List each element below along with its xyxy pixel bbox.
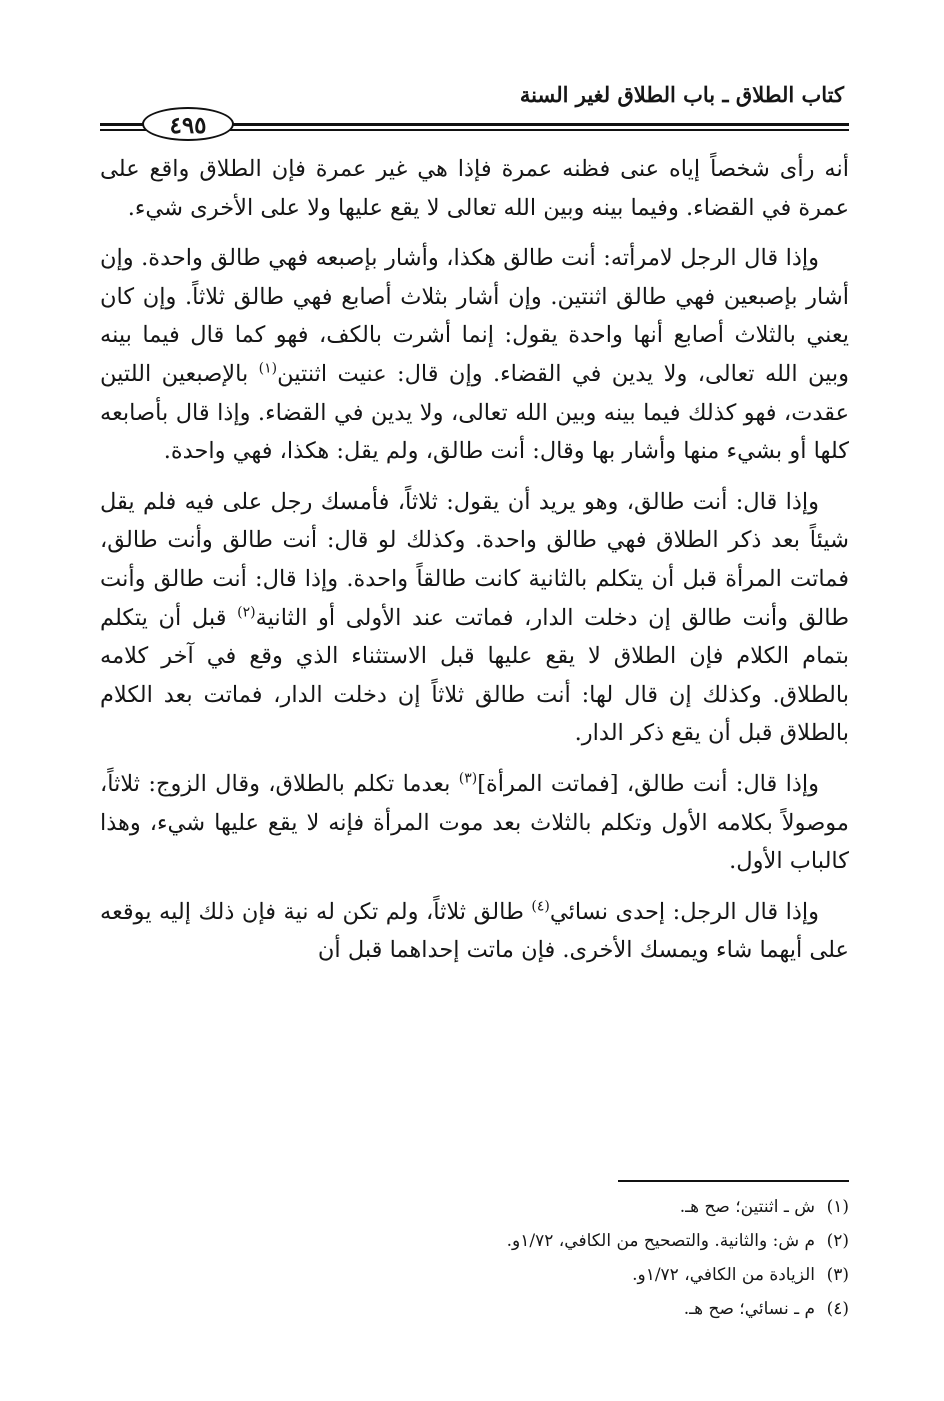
footnote-number: (١) [826,1197,849,1217]
paragraph [100,765,849,881]
text-segment: وإذا قال: أنت طالق، [فماتت المرأة] [477,770,819,797]
footnote [100,1292,849,1326]
text-segment: وإذا قال: أنت طالق، وهو يريد أن يقول: ثلاثاً، فأمسك رجل على فيه فلم يقل شيئاً بعد ذكر الطلاق فهي طالق واحدة. وكذلك لو قال: أنت طالق وأنت طالق، فماتت المرأة قبل أن يتكلم بالثانية كانت طالقاً واحدة. وإذا قال: أنت طالق وأنت طالق وأنت طالق إن دخلت الدار، فماتت عند الأولى أو الثانية [100,488,850,631]
footnote-number: (٢) [826,1231,849,1251]
footnote [100,1190,849,1224]
body-text [100,150,849,982]
paragraph [100,150,849,227]
text-segment: وإذا قال الرجل لامرأته: أنت طالق هكذا، وأشار بإصبعه فهي طالق واحدة. وإن أشار بإصبعين فهي طالق اثنتين. وإن أشار بثلاث أصابع فهي طالق ثلاثاً. وإن كان يعني بالثلاث أصابع أنها واحدة يقول: إنما أشرت بالكف، فهو كما قال فيما بينه وبين الله تعالى، ولا يدين في القضاء. وإن قال: عنيت اثنتين [100,245,850,387]
text-segment: بعدما تكلم بالطلاق، وقال الزوج: ثلاثاً، موصولاً بكلامه الأول وتكلم بالثلاث بعد موت المرأة فإنه لا يقع عليها شيء، وهذا كالباب الأول. [100,770,849,875]
footnote [100,1258,849,1292]
footnote-marker: (٣) [458,770,478,787]
footnote-number: (٣) [826,1265,849,1285]
footnote-text: الزيادة من الكافي، ١/٧٢و. [632,1265,815,1285]
footnote-number: (٤) [826,1299,849,1319]
running-title: كتاب الطلاق ـ باب الطلاق لغير السنة [519,82,844,107]
footnote-marker: (١) [258,360,278,377]
footnote-text: م ش: والثانية. والتصحيح من الكافي، ١/٧٢و. [506,1231,815,1251]
paragraph [100,239,849,471]
footnote-marker: (٤) [531,898,550,915]
footnote-text: م ـ نسائي؛ صح هـ. [683,1299,815,1319]
text-segment: أنه رأى شخصاً إياه عنى فظنه عمرة فإذا هي غير عمرة فإن الطلاق واقع على عمرة في القضاء. وفيما بينه وبين الله تعالى لا يقع عليها ولا على الأخرى شيء. [100,156,849,221]
text-segment: وإذا قال الرجل: إحدى نسائي [549,898,819,925]
page-number: ٤٩٥ [142,107,234,141]
paragraph [100,893,849,970]
footnote-marker: (٢) [237,604,256,621]
text-segment: طالق ثلاثاً، ولم تكن له نية فإن ذلك إليه يوقعه على أيهما شاء ويمسك الأخرى. فإن ماتت إحداهما قبل أن [100,898,849,964]
paragraph [100,483,849,753]
footnote-text: ش ـ اثنتين؛ صح هـ. [679,1197,815,1217]
footnotes [100,1190,849,1326]
footnote-separator [618,1180,849,1182]
footnote [100,1224,849,1258]
text-segment: بالإصبعين اللتين عقدت، فهو كذلك فيما بينه وبين الله تعالى، ولا يدين في القضاء. وإذا قال بأصابعه كلها أو بشيء منها وأشار بها وقال: أنت طالق، ولم يقل: هكذا، فهي واحدة. [100,360,849,465]
text-segment: قبل أن يتكلم بتمام الكلام فإن الطلاق لا يقع عليها قبل الاستثناء الذي وقع في آخر كلامه بالطلاق. وكذلك إن قال لها: أنت طالق ثلاثاً إن دخلت الدار، فماتت بعد الكلام بالطلاق قبل أن يقع ذكر الدار. [100,604,849,747]
